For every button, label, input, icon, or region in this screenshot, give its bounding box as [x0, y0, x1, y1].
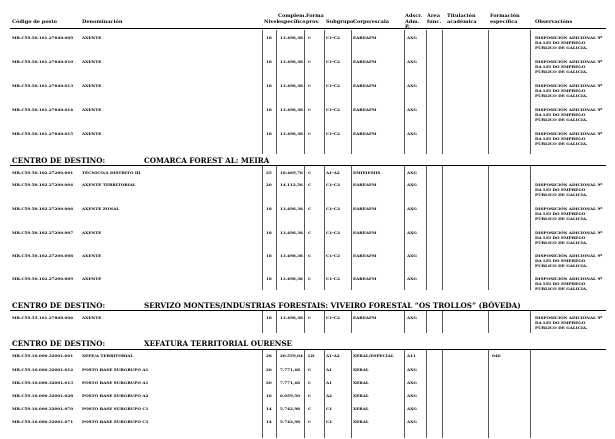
cell-adscricion: AXG: [407, 367, 417, 372]
cell-forma: C: [308, 380, 312, 385]
cell-observacions: DISPOSICIÓN ADICIONAL 9ª DA LEI DO EMPREGO PÚBLICO DE GALICIA.: [535, 35, 603, 51]
header-formacion: Formación específica: [490, 13, 520, 25]
cell-forma: LD: [308, 353, 315, 358]
cell-adscricion: AXG: [407, 59, 417, 64]
cell-forma: C: [308, 315, 312, 320]
column-rule: [351, 311, 352, 333]
column-rule: [426, 350, 427, 438]
header-area: Área func.: [427, 13, 442, 25]
column-rule: [324, 166, 325, 290]
cell-nivel: 18: [266, 253, 272, 258]
column-rule: [324, 350, 325, 438]
cell-forma: C: [308, 83, 312, 88]
cell-complemento: 13.498,38: [280, 107, 303, 112]
column-rule: [442, 166, 443, 290]
cell-corpo: EAREAFM: [353, 315, 377, 320]
cell-denominacion: AXENTE ZONAL: [82, 206, 120, 211]
header-adscricion: Adscr. Adm. P.: [405, 13, 423, 31]
cell-denominacion: AXENTE: [82, 315, 102, 320]
cell-denominacion: AXENTE: [82, 276, 102, 281]
column-rule: [262, 311, 263, 333]
cell-forma: C: [308, 59, 312, 64]
cell-adscricion: AXG: [407, 206, 417, 211]
cell-codigo: MR.C59.50.102.27200.008: [12, 253, 74, 258]
cell-denominacion: AXENTE TERRITORIAL: [82, 182, 136, 187]
cell-complemento: 18.469,76: [280, 170, 303, 175]
cell-nivel: 18: [266, 206, 272, 211]
cell-codigo: MR.C59.50.102.27200.007: [12, 230, 74, 235]
cell-observacions: DISPOSICIÓN ADICIONAL 9ª DA LEI DO EMPREGO PÚBLICO DE GALICIA.: [535, 59, 603, 75]
cell-complemento: 13.498,38: [280, 35, 303, 40]
cell-corpo: EAREAFM: [353, 35, 377, 40]
cell-adscricion: AXG: [407, 182, 417, 187]
cell-codigo: MR.C59.10.000.32001.028: [12, 393, 74, 398]
cell-codigo: MR.C59.50.101.27640.013: [12, 83, 74, 88]
cell-complemento: 13.498,38: [280, 206, 303, 211]
column-rule: [530, 166, 531, 290]
cell-corpo: EAREAFM: [353, 107, 377, 112]
header-rule: [10, 28, 606, 29]
column-rule: [304, 350, 305, 438]
cell-denominacion: XEFE/A TERRITORIAL: [82, 353, 134, 358]
header-denominacion: Denominación: [82, 19, 123, 25]
cell-subgrupo: C1-C2: [326, 59, 340, 64]
cell-corpo: EAREAFM: [353, 253, 377, 258]
cell-nivel: 20: [266, 182, 272, 187]
cell-complemento: 14.112,56: [280, 182, 303, 187]
cell-adscricion: AXG: [407, 35, 417, 40]
cell-nivel: 18: [266, 315, 272, 320]
column-rule: [488, 350, 489, 438]
cell-subgrupo: A1-A2: [326, 353, 340, 358]
cell-observacions: DISPOSICIÓN ADICIONAL 9ª DA LEI DO EMPREGO PÚBLICO DE GALICIA.: [535, 230, 603, 246]
section-rule: [10, 349, 606, 350]
cell-complemento: 13.498,38: [280, 59, 303, 64]
cell-denominacion: AXENTE: [82, 253, 102, 258]
cell-corpo: XERAL: [353, 380, 369, 385]
cell-codigo: MR.C59.50.101.27640.015: [12, 131, 74, 136]
cell-observacions: DISPOSICIÓN ADICIONAL 9ª DA LEI DO EMPREGO PÚBLICO DE GALICIA.: [535, 83, 603, 99]
header-codigo: Código de posto: [12, 19, 57, 25]
cell-codigo: MR.C59.50.102.27200.004: [12, 182, 74, 187]
center-label: CENTRO DE DESTINO:: [12, 156, 106, 165]
cell-corpo: XERAL: [353, 419, 369, 424]
cell-nivel: 14: [266, 406, 272, 411]
cell-nivel: 16: [266, 393, 272, 398]
cell-complemento: 7.771,48: [280, 367, 300, 372]
header-subgrupo: Subgrupo: [326, 19, 354, 25]
cell-adscricion: AXG: [407, 83, 417, 88]
cell-adscricion: AXG: [407, 107, 417, 112]
column-rule: [530, 311, 531, 333]
cell-nivel: 14: [266, 419, 272, 424]
cell-complemento: 13.498,38: [280, 230, 303, 235]
cell-denominacion: POSTO BASE SUBGRUPO C1: [82, 406, 149, 411]
cell-corpo: EMIEIESIIS: [353, 170, 381, 175]
section-rule: [10, 310, 606, 311]
cell-denominacion: AXENTE: [82, 35, 102, 40]
cell-observacions: DISPOSICIÓN ADICIONAL 9ª DA LEI DO EMPREGO PÚBLICO DE GALICIA.: [535, 107, 603, 123]
cell-forma: C: [308, 35, 312, 40]
cell-corpo: EAREAFM: [353, 59, 377, 64]
column-rule: [276, 350, 277, 438]
cell-adscricion: AXG: [407, 131, 417, 136]
cell-subgrupo: C1-C2: [326, 253, 340, 258]
cell-subgrupo: C1-C2: [326, 182, 340, 187]
center-label: CENTRO DE DESTINO:: [12, 339, 106, 348]
cell-denominacion: POSTO BASE SUBGRUPO A1: [82, 367, 149, 372]
column-rule: [304, 166, 305, 290]
cell-adscricion: AXG: [407, 253, 417, 258]
cell-denominacion: TÉCNICO/A DISTRITO III: [82, 170, 141, 175]
cell-complemento: 13.498,38: [280, 131, 303, 136]
column-rule: [488, 311, 489, 333]
cell-adscricion: AXG: [407, 315, 417, 320]
column-rule: [276, 311, 277, 333]
cell-formacion: 040: [492, 353, 501, 358]
column-rule: [442, 311, 443, 333]
cell-denominacion: AXENTE: [82, 131, 102, 136]
center-name: SERVIZO MONTES/INDUSTRIAS FORESTAIS: VIVEIRO FORESTAL “OS TROLLOS” (BÓVEDA): [144, 301, 521, 310]
cell-denominacion: POSTO BASE SUBGRUPO C1: [82, 419, 149, 424]
cell-forma: C: [308, 253, 312, 258]
cell-codigo: MR.C59.50.102.27200.009: [12, 276, 74, 281]
column-rule: [530, 350, 531, 438]
cell-forma: C: [308, 107, 312, 112]
cell-observacions: DISPOSICIÓN ADICIONAL 9ª DA LEI DO EMPREGO PÚBLICO DE GALICIA.: [535, 131, 603, 147]
cell-subgrupo: C1-C2: [326, 315, 340, 320]
header-complemento: Complem. específico: [278, 13, 307, 25]
cell-codigo: MR.C59.10.000.32001.013: [12, 380, 74, 385]
cell-adscricion: A11: [407, 353, 416, 358]
cell-denominacion: AXENTE: [82, 83, 102, 88]
cell-codigo: MR.C59.10.000.32001.070: [12, 406, 74, 411]
cell-corpo: EAREAFM: [353, 206, 377, 211]
cell-denominacion: POSTO BASE SUBGRUPO A1: [82, 380, 149, 385]
cell-adscricion: AXG: [407, 419, 417, 424]
cell-adscricion: AXG: [407, 230, 417, 235]
column-rule: [324, 30, 325, 154]
column-rule: [304, 311, 305, 333]
column-rule: [426, 166, 427, 290]
cell-corpo: EAREAFM: [353, 131, 377, 136]
cell-adscricion: AXG: [407, 276, 417, 281]
cell-subgrupo: A1-A2: [326, 170, 340, 175]
cell-adscricion: AXG: [407, 406, 417, 411]
cell-observacions: DISPOSICIÓN ADICIONAL 9ª DA LEI DO EMPREGO PÚBLICO DE GALICIA.: [535, 182, 603, 198]
cell-forma: C: [308, 230, 312, 235]
cell-adscricion: AXG: [407, 380, 417, 385]
cell-nivel: 18: [266, 107, 272, 112]
cell-complemento: 7.771,48: [280, 380, 300, 385]
cell-observacions: DISPOSICIÓN ADICIONAL 9ª DA LEI DO EMPREGO PÚBLICO DE GALICIA.: [535, 276, 603, 292]
column-rule: [276, 166, 277, 290]
column-rule: [442, 30, 443, 154]
column-rule: [324, 311, 325, 333]
cell-subgrupo: C1-C2: [326, 83, 340, 88]
cell-adscricion: AXG: [407, 170, 417, 175]
cell-adscricion: AXG: [407, 393, 417, 398]
cell-subgrupo: C1: [326, 419, 333, 424]
cell-corpo: EAREAFM: [353, 83, 377, 88]
cell-nivel: 18: [266, 276, 272, 281]
cell-subgrupo: C1-C2: [326, 35, 340, 40]
cell-subgrupo: A1: [326, 380, 333, 385]
cell-codigo: MR.C59.50.101.27640.009: [12, 35, 74, 40]
cell-corpo: XERAL: [353, 393, 369, 398]
column-rule: [442, 350, 443, 438]
cell-subgrupo: C1-C2: [326, 107, 340, 112]
column-rule: [488, 166, 489, 290]
cell-codigo: MR.C59.50.101.27640.014: [12, 107, 74, 112]
header-nivel: Nivel: [264, 19, 279, 25]
cell-forma: C: [308, 170, 312, 175]
cell-subgrupo: C1-C2: [326, 276, 340, 281]
column-rule: [404, 30, 405, 154]
cell-nivel: 20: [266, 367, 272, 372]
cell-complemento: 13.498,38: [280, 315, 303, 320]
cell-nivel: 18: [266, 131, 272, 136]
cell-complemento: 20.559,04: [280, 353, 303, 358]
cell-forma: C: [308, 367, 312, 372]
header-corpo: Corpo/escala: [353, 19, 390, 25]
cell-denominacion: POSTO BASE SUBGRUPO A2: [82, 393, 149, 398]
header-forma: Forma prov.: [306, 13, 324, 25]
cell-complemento: 6.059,50: [280, 393, 300, 398]
cell-codigo: MR.C59.10.000.32001.012: [12, 367, 74, 372]
column-rule: [351, 166, 352, 290]
center-label: CENTRO DE DESTINO:: [12, 301, 106, 310]
cell-subgrupo: C1-C2: [326, 131, 340, 136]
cell-corpo: EAREAFM: [353, 230, 377, 235]
cell-codigo: MR.C59.50.102.27200.001: [12, 170, 74, 175]
cell-forma: C: [308, 393, 312, 398]
cell-subgrupo: C1-C2: [326, 206, 340, 211]
cell-observacions: DISPOSICIÓN ADICIONAL 9ª DA LEI DO EMPREGO PÚBLICO DE GALICIA.: [535, 206, 603, 222]
cell-corpo: EAREAFM: [353, 276, 377, 281]
cell-subgrupo: C1-C2: [326, 230, 340, 235]
cell-forma: C: [308, 406, 312, 411]
column-rule: [488, 30, 489, 154]
cell-nivel: 18: [266, 59, 272, 64]
cell-corpo: XERAL/ESPECIAL: [353, 353, 394, 358]
cell-forma: C: [308, 206, 312, 211]
cell-subgrupo: A2: [326, 393, 333, 398]
cell-nivel: 18: [266, 230, 272, 235]
cell-forma: C: [308, 419, 312, 424]
cell-denominacion: AXENTE: [82, 107, 102, 112]
cell-forma: C: [308, 182, 312, 187]
cell-complemento: 13.498,38: [280, 276, 303, 281]
cell-forma: C: [308, 276, 312, 281]
column-rule: [262, 30, 263, 154]
cell-observacions: DISPOSICIÓN ADICIONAL 9ª DA LEI DO EMPREGO PÚBLICO DE GALICIA.: [535, 253, 603, 269]
cell-complemento: 5.742,98: [280, 406, 300, 411]
center-name: XEFATURA TERRITORIAL OURENSE: [144, 339, 293, 348]
cell-denominacion: AXENTE: [82, 59, 102, 64]
header-titulacion: Titulación académica: [447, 13, 477, 25]
column-rule: [530, 30, 531, 154]
column-rule: [404, 311, 405, 333]
cell-subgrupo: C1: [326, 406, 333, 411]
cell-corpo: EAREAFM: [353, 182, 377, 187]
column-rule: [426, 30, 427, 154]
column-rule: [262, 166, 263, 290]
cell-forma: C: [308, 131, 312, 136]
column-rule: [404, 350, 405, 438]
column-rule: [404, 166, 405, 290]
column-rule: [304, 30, 305, 154]
cell-codigo: MR.C59.55.101.27808.006: [12, 315, 74, 320]
section-rule: [10, 165, 606, 166]
cell-corpo: XERAL: [353, 367, 369, 372]
cell-denominacion: AXENTE: [82, 230, 102, 235]
column-rule: [351, 30, 352, 154]
cell-codigo: MR.C59.50.101.27640.010: [12, 59, 74, 64]
cell-complemento: 13.498,38: [280, 83, 303, 88]
cell-nivel: 20: [266, 380, 272, 385]
cell-complemento: 13.498,38: [280, 253, 303, 258]
column-rule: [426, 311, 427, 333]
column-rule: [276, 30, 277, 154]
cell-nivel: 18: [266, 35, 272, 40]
center-name: COMARCA FOREST AL: MEIRA: [144, 156, 270, 165]
header-observacions: Observacións: [535, 19, 573, 25]
column-rule: [262, 350, 263, 438]
column-rule: [351, 350, 352, 438]
cell-corpo: XERAL: [353, 406, 369, 411]
cell-codigo: MR.C59.10.000.32001.001: [12, 353, 74, 358]
cell-complemento: 5.742,98: [280, 419, 300, 424]
cell-nivel: 25: [266, 170, 272, 175]
cell-subgrupo: A1: [326, 367, 333, 372]
cell-codigo: MR.C59.10.000.32001.071: [12, 419, 74, 424]
cell-observacions: DISPOSICIÓN ADICIONAL 9ª DA LEI DO EMPREGO PÚBLICO DE GALICIA.: [535, 315, 603, 331]
cell-codigo: MR.C59.50.102.27200.006: [12, 206, 74, 211]
cell-nivel: 18: [266, 83, 272, 88]
cell-nivel: 28: [266, 353, 272, 358]
